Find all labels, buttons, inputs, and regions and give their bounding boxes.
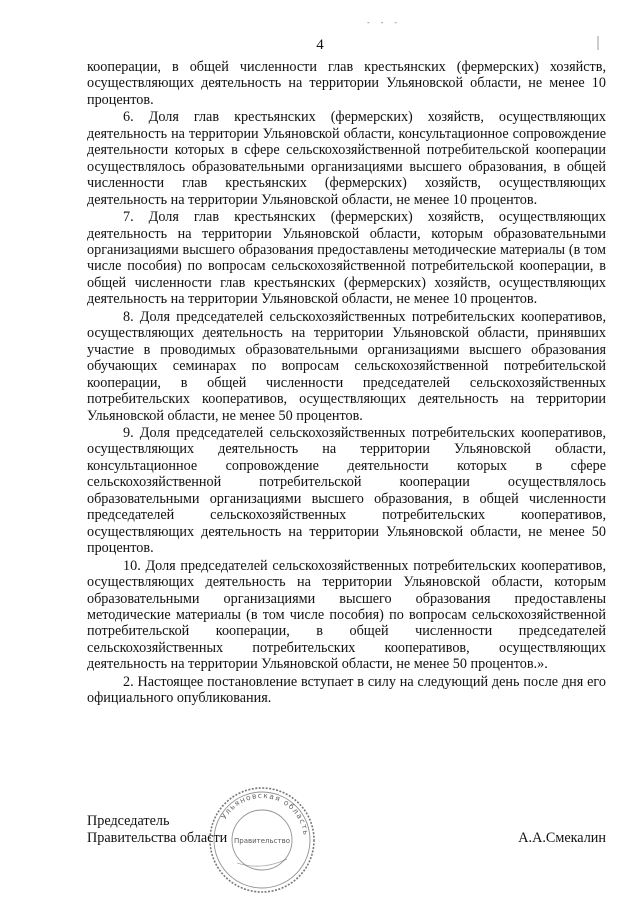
- page-number: 4: [316, 37, 324, 53]
- paragraph-item-7: 7. Доля глав крестьянских (фермерских) хозяйств, осуществляющих деятельность на территории Ульяновской области, которым образовательными организациями высшего образования предоставлены методические материалы (в том числе пособия) по вопросам сельскохозяйственной потребительской кооперации, в общей численности глав крестьянских (фермерских) хозяйств, осуществляющих деятельность на территории Ульяновской области, не менее 10 процентов.: [87, 209, 606, 308]
- svg-text:Правительство: Правительство: [234, 837, 290, 845]
- signatory-title-line2: Правительства области: [87, 830, 228, 846]
- document-body: [87, 59, 606, 708]
- paragraph-item-8: 8. Доля председателей сельскохозяйственных потребительских кооперативов, осуществляющих деятельность на территории Ульяновской области, принявших участие в проводимых образовательными организациями высшего образования обучающих семинарах по вопросам сельскохозяйственной потребительской кооперации, в общей численности председателей сельскохозяйственных потребительских кооперативов, осуществляющих деятельность на территории Ульяновской области, не менее 50 процентов.: [87, 308, 606, 424]
- paragraph-item-9: 9. Доля председателей сельскохозяйственных потребительских кооперативов, осуществляющих деятельность на территории Ульяновской области, консультационное сопровождение деятельности которых в сфере сельскохозяйственной потребительской кооперации осуществлялось образовательными организациями высшего образования, в общей численности председателей сельскохозяйственных потребительских кооперативов, осуществляющих деятельность на территории Ульяновской области, не менее 50 процентов.: [87, 424, 606, 557]
- scan-artifact-mark: - - -: [366, 18, 401, 27]
- paragraph-continuation: кооперации, в общей численности глав крестьянских (фермерских) хозяйств, осуществляющих деятельность на территории Ульяновской области, не менее 10 процентов.: [87, 59, 606, 108]
- paragraph-item-6: 6. Доля глав крестьянских (фермерских) хозяйств, осуществляющих деятельность на территории Ульяновской области, консультационное сопровождение деятельности которых в сфере сельскохозяйственной потребительской кооперации осуществлялось образовательными организациями высшего образования, в общей численности глав крестьянских (фермерских) хозяйств, осуществляющих деятельность на территории Ульяновской области, не менее 10 процентов.: [87, 109, 606, 208]
- signature-block: [87, 813, 606, 863]
- signatory-name: А.А.Смекалин: [518, 830, 606, 846]
- official-seal-stamp: [207, 785, 317, 895]
- paragraph-effective-date: 2. Настоящее постановление вступает в силу на следующий день после дня его официального опубликования.: [87, 673, 606, 707]
- svg-text:Ульяновская область: Ульяновская область: [219, 790, 311, 837]
- paragraph-item-10: 10. Доля председателей сельскохозяйственных потребительских кооперативов, осуществляющих деятельность на территории Ульяновской области, которым образовательными организациями высшего образования предоставлены методические материалы (в том числе пособия) по вопросам сельскохозяйственной потребительской кооперации, в общей численности председателей сельскохозяйственных потребительских кооперативов, осуществляющих деятельность на территории Ульяновской области, не менее 50 процентов.».: [87, 557, 606, 673]
- signatory-title-line1: Председатель: [87, 813, 170, 829]
